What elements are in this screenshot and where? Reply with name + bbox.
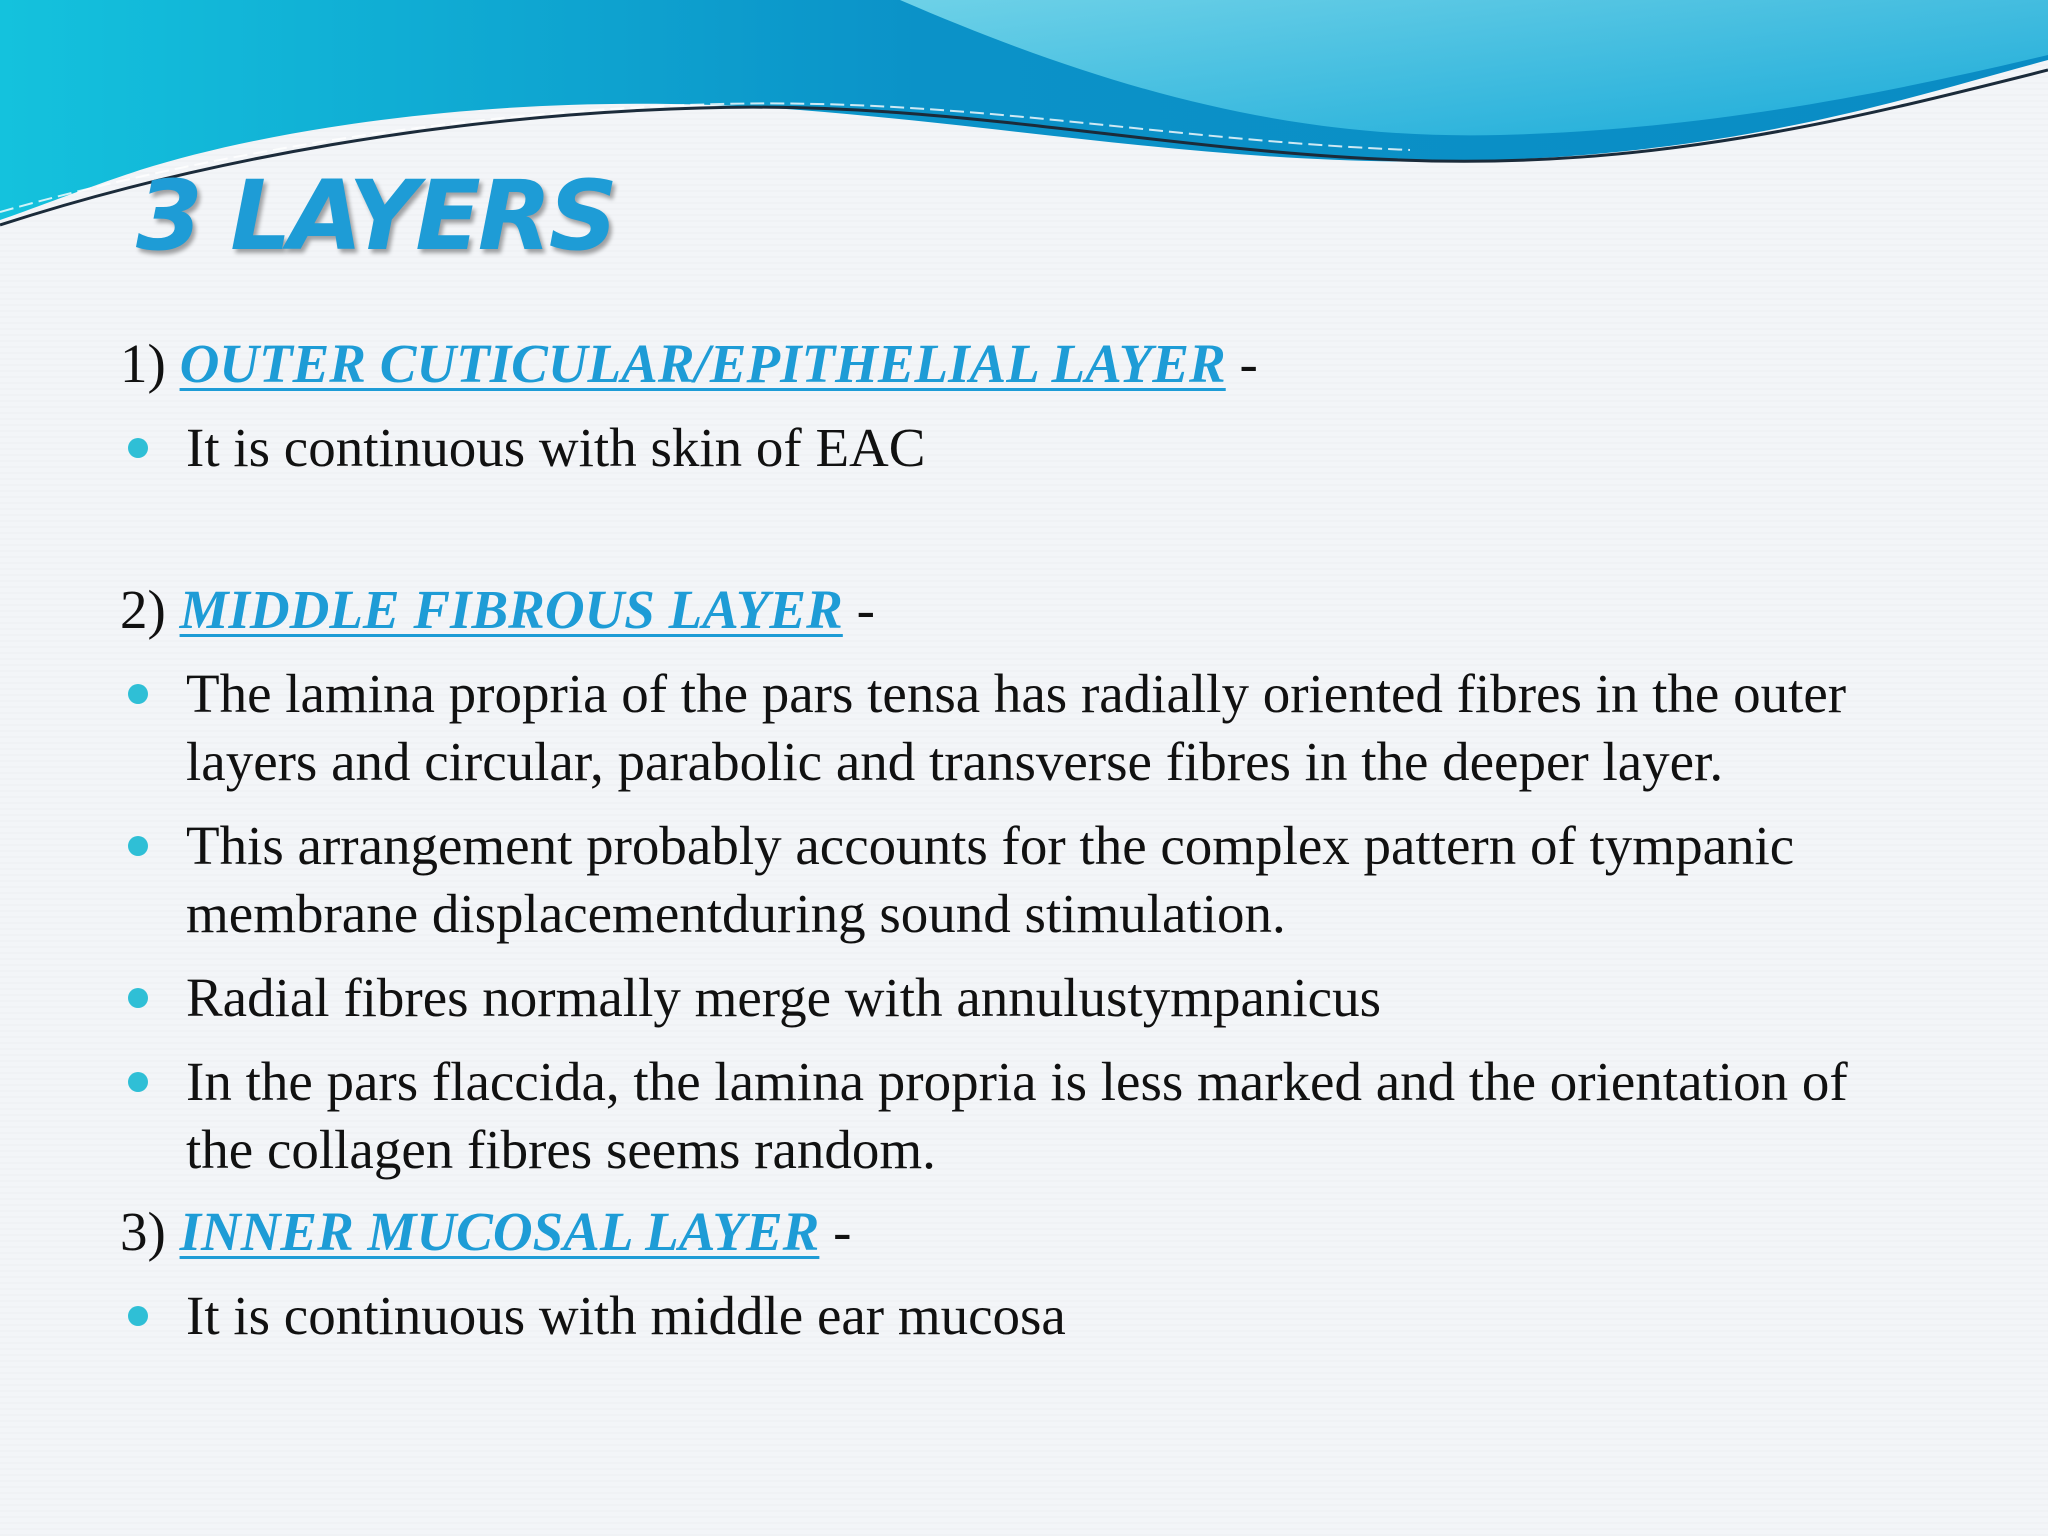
section-dash: -: [833, 1201, 852, 1262]
bullet-list: [120, 660, 1920, 1184]
bullet-text: It is continuous with skin of EAC: [186, 417, 926, 478]
section-heading-middle-layer: [120, 576, 1920, 644]
bullet-list: [120, 414, 1920, 482]
bullet-dot-icon: [128, 438, 148, 458]
section-name-link[interactable]: INNER MUCOSAL LAYER: [179, 1201, 820, 1262]
bullet-list: [120, 1282, 1920, 1350]
section-number: 3): [120, 1201, 166, 1262]
bullet-dot-icon: [128, 684, 148, 704]
slide-title: 3 LAYERS: [136, 160, 615, 272]
bullet-item: [120, 1282, 1920, 1350]
section-name-link[interactable]: OUTER CUTICULAR/EPITHELIAL LAYER: [179, 333, 1226, 394]
bullet-dot-icon: [128, 836, 148, 856]
bullet-item: [120, 660, 1920, 796]
bullet-item: [120, 1048, 1920, 1184]
slide-content: [120, 330, 1920, 1364]
spacer: [120, 496, 1920, 576]
bullet-item: [120, 414, 1920, 482]
bullet-item: [120, 812, 1920, 948]
section-dash: -: [1239, 333, 1258, 394]
section-name-link[interactable]: MIDDLE FIBROUS LAYER: [179, 579, 843, 640]
bullet-dot-icon: [128, 988, 148, 1008]
section-dash: -: [856, 579, 875, 640]
bullet-text: Radial fibres normally merge with annulustympanicus: [186, 967, 1381, 1028]
bullet-text: It is continuous with middle ear mucosa: [186, 1285, 1066, 1346]
section-number: 2): [120, 579, 166, 640]
section-number: 1): [120, 333, 166, 394]
section-heading-inner-layer: [120, 1198, 1920, 1266]
bullet-text: In the pars flaccida, the lamina propria is less marked and the orientation of the collagen fibres seems random.: [186, 1051, 1848, 1180]
bullet-text: This arrangement probably accounts for the complex pattern of tympanic membrane displacementduring sound stimulation.: [186, 815, 1795, 944]
bullet-dot-icon: [128, 1306, 148, 1326]
bullet-dot-icon: [128, 1072, 148, 1092]
bullet-item: [120, 964, 1920, 1032]
bullet-text: The lamina propria of the pars tensa has radially oriented fibres in the outer layers and circular, parabolic and transverse fibres in the deeper layer.: [186, 663, 1847, 792]
section-heading-outer-layer: [120, 330, 1920, 398]
